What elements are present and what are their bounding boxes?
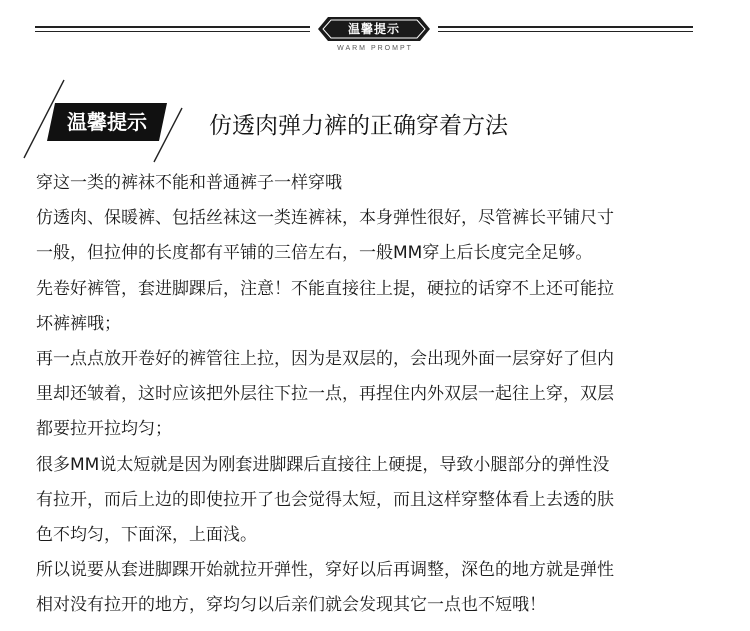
text-line: 里却还皱着，这时应该把外层往下拉一点，再捏住内外双层一起往上穿，双层 — [36, 384, 614, 405]
text-line: 坏裤裤哦； — [36, 313, 121, 334]
text-line: 相对没有拉开的地方，穿均匀以后亲们就会发现其它一点也不短哦！ — [36, 595, 546, 616]
section-badge — [47, 103, 167, 141]
text-line: 很多MM说太短就是因为刚套进脚踝后直接往上硬提，导致小腿部分的弹性没 — [36, 454, 610, 475]
section-badge-label: 温馨提示 — [67, 110, 147, 134]
text-line: 所以说要从套进脚踝开始就拉开弹性，穿好以后再调整，深色的地方就是弹性 — [36, 560, 614, 581]
header-subtitle: WARM PROMPT — [337, 45, 413, 52]
section-title: 仿透肉弹力裤的正确穿着方法 — [209, 113, 508, 139]
text-line: 仿透肉、保暖裤、包括丝袜这一类连裤袜，本身弹性很好，尽管裤长平铺尺寸 — [36, 208, 614, 229]
text-line: 穿这一类的裤袜不能和普通裤子一样穿哦 — [36, 173, 342, 193]
slash-right-decoration — [150, 106, 190, 164]
instructions-body — [36, 166, 716, 624]
text-line: 一般，但拉伸的长度都有平铺的三倍左右，一般MM穿上后长度完全足够。 — [36, 243, 593, 264]
text-line: 先卷好裤管，套进脚踝后，注意！不能直接往上提，硬拉的话穿不上还可能拉 — [36, 278, 614, 299]
header-rule-left — [35, 26, 310, 32]
header-badge — [318, 17, 430, 41]
text-line: 再一点点放开卷好的裤管往上拉，因为是双层的，会出现外面一层穿好了但内 — [36, 349, 614, 370]
text-line: 都要拉开拉均匀； — [36, 419, 172, 440]
header-rule-right — [438, 26, 693, 32]
text-line: 色不均匀，下面深，上面浅。 — [36, 525, 257, 546]
text-line: 有拉开，而后上边的即使拉开了也会觉得太短，而且这样穿整体看上去透的肤 — [36, 489, 614, 510]
header-badge-label: 温馨提示 — [347, 22, 400, 36]
